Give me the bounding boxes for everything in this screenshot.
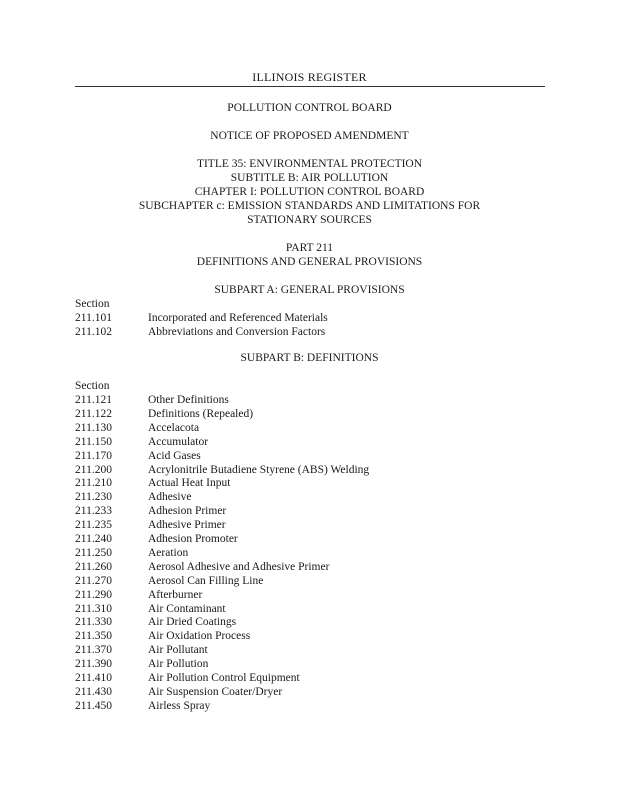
section-row	[75, 435, 208, 449]
section-row	[75, 629, 250, 643]
section-number: 211.102	[75, 325, 112, 338]
section-title: Aerosol Adhesive and Adhesive Primer	[148, 560, 330, 573]
section-row	[75, 699, 210, 713]
section-number: 211.130	[75, 421, 112, 434]
section-row	[75, 574, 263, 588]
section-number: 211.370	[75, 644, 112, 657]
section-row	[75, 518, 226, 532]
section-row	[75, 393, 229, 407]
section-title: Adhesion Promoter	[148, 533, 238, 545]
section-row	[75, 588, 202, 602]
section-row	[75, 490, 191, 504]
section-row	[75, 504, 226, 518]
section-row	[75, 325, 325, 339]
header-rule	[75, 86, 545, 87]
section-number: 211.390	[75, 658, 112, 671]
section-number: 211.170	[75, 449, 112, 462]
section-title: Adhesive Primer	[148, 519, 226, 532]
section-number: 211.410	[75, 672, 112, 684]
subchapter-heading-line1: SUBCHAPTER c: EMISSION STANDARDS AND LIMITATIONS FOR	[138, 200, 481, 212]
section-row	[75, 671, 300, 685]
section-title: Afterburner	[148, 588, 203, 601]
agency-heading: POLLUTION CONTROL BOARD	[227, 102, 392, 114]
section-title: Incorporated and Referenced Materials	[148, 312, 328, 324]
subpart-a-section-label: Section	[75, 298, 110, 310]
section-row	[75, 643, 208, 657]
section-title: Adhesive	[148, 491, 192, 504]
section-title: Accelacota	[148, 421, 200, 434]
section-number: 211.122	[75, 407, 112, 420]
section-number: 211.233	[75, 505, 112, 518]
section-title: Air Oxidation Process	[148, 630, 251, 643]
section-title: Acid Gases	[148, 449, 201, 462]
section-number: 211.235	[75, 519, 112, 532]
section-row	[75, 602, 226, 616]
section-row	[75, 560, 329, 574]
section-number: 211.330	[75, 616, 112, 629]
section-title: Abbreviations and Conversion Factors	[148, 325, 326, 338]
section-number: 211.250	[75, 546, 112, 559]
section-row	[75, 532, 238, 546]
section-number: 211.430	[75, 685, 112, 698]
section-title: Aeration	[148, 546, 189, 559]
section-title: Acrylonitrile Butadiene Styrene (ABS) Welding	[148, 463, 370, 476]
section-title: Accumulator	[148, 435, 209, 448]
section-row	[75, 657, 208, 671]
section-number: 211.310	[75, 602, 112, 615]
section-title: Air Pollution Control Equipment	[148, 672, 300, 684]
section-title: Definitions (Repealed)	[148, 407, 254, 420]
section-title: Aerosol Can Filling Line	[148, 574, 264, 587]
register-title: ILLINOIS REGISTER	[252, 70, 367, 84]
section-title: Air Pollutant	[148, 644, 208, 657]
title-heading: TITLE 35: ENVIRONMENTAL PROTECTION	[196, 158, 423, 170]
section-row	[75, 407, 253, 421]
section-title: Adhesion Primer	[148, 505, 227, 518]
section-title: Air Pollution	[148, 658, 209, 671]
section-row	[75, 685, 282, 699]
section-title: Actual Heat Input	[148, 477, 231, 490]
subtitle-heading: SUBTITLE B: AIR POLLUTION	[230, 172, 389, 184]
subpart-b-heading: SUBPART B: DEFINITIONS	[240, 352, 379, 364]
section-number: 211.350	[75, 630, 112, 643]
section-row	[75, 311, 328, 325]
section-number: 211.121	[75, 394, 112, 406]
section-title: Air Contaminant	[148, 602, 226, 615]
section-number: 211.150	[75, 435, 112, 448]
section-number: 211.230	[75, 491, 112, 504]
section-row	[75, 421, 199, 435]
subpart-b-section-label: Section	[75, 380, 110, 392]
section-number: 211.200	[75, 463, 112, 476]
section-row	[75, 546, 188, 560]
part-title-heading: DEFINITIONS AND GENERAL PROVISIONS	[196, 256, 423, 268]
section-number: 211.260	[75, 560, 112, 573]
section-number: 211.270	[75, 574, 112, 587]
section-number: 211.101	[75, 312, 112, 324]
subpart-a-heading: SUBPART A: GENERAL PROVISIONS	[214, 284, 405, 296]
section-row	[75, 449, 201, 463]
section-title: Air Suspension Coater/Dryer	[148, 685, 283, 698]
section-number: 211.210	[75, 477, 112, 490]
section-title: Air Dried Coatings	[148, 616, 237, 629]
section-number: 211.450	[75, 699, 112, 712]
section-row	[75, 476, 230, 490]
section-row	[75, 615, 236, 629]
part-heading: PART 211	[285, 242, 334, 254]
subchapter-heading-line2: STATIONARY SOURCES	[247, 214, 372, 226]
section-title: Airless Spray	[148, 699, 211, 712]
section-title: Other Definitions	[148, 394, 229, 406]
section-number: 211.290	[75, 588, 112, 601]
section-row	[75, 463, 369, 477]
chapter-heading: CHAPTER I: POLLUTION CONTROL BOARD	[194, 186, 425, 198]
notice-heading: NOTICE OF PROPOSED AMENDMENT	[210, 130, 409, 142]
section-number: 211.240	[75, 533, 112, 545]
